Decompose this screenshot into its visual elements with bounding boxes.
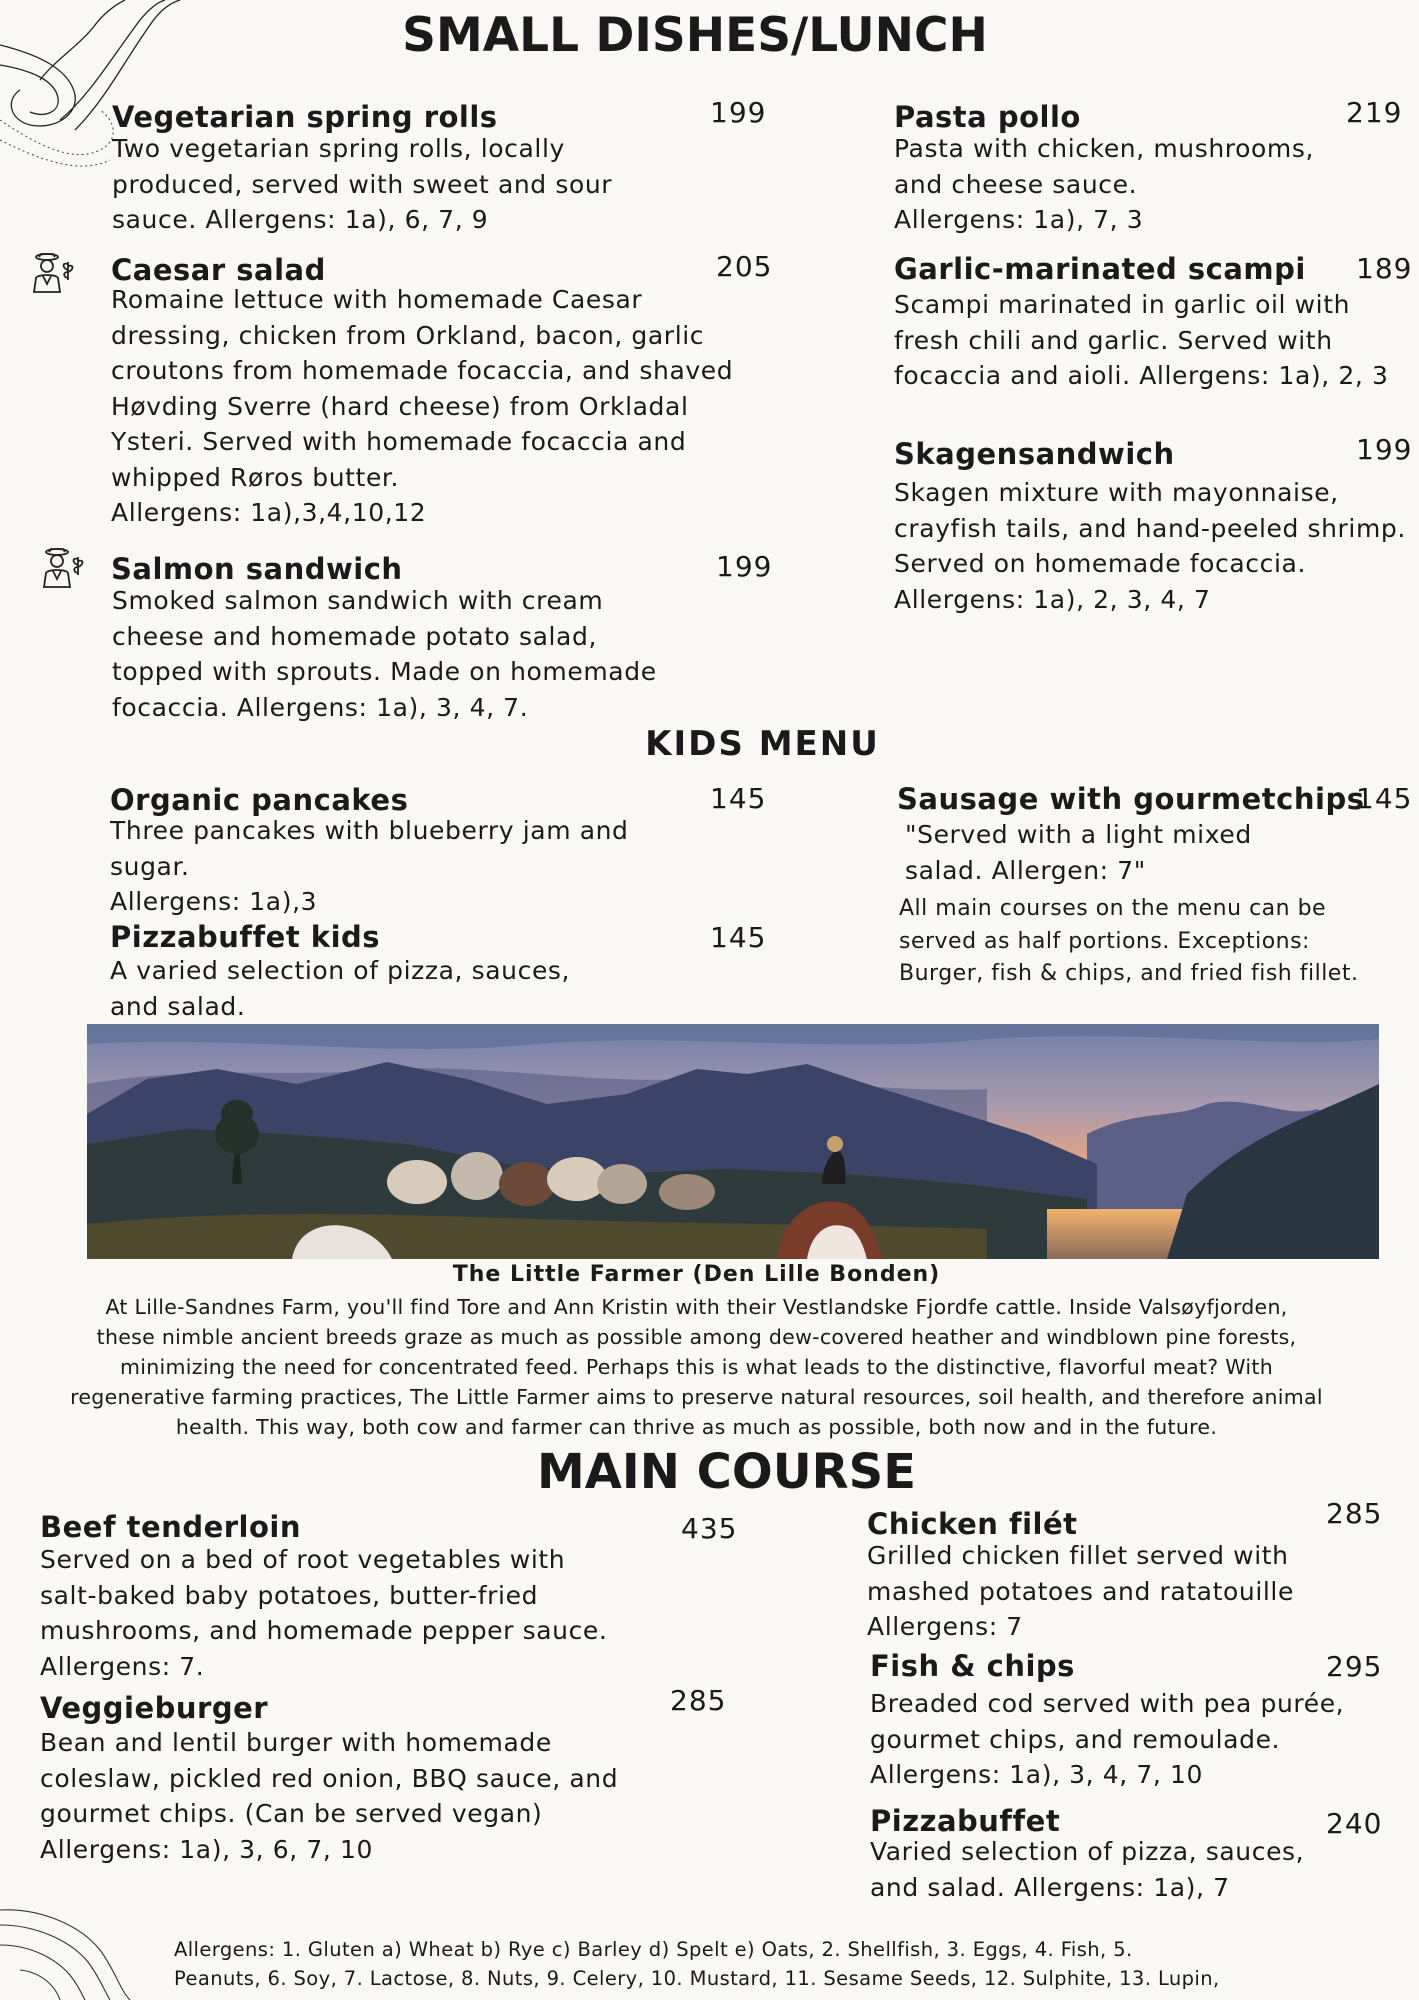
dish-price: 145	[1356, 782, 1413, 815]
dish-description: Two vegetarian spring rolls, locally produced, served with sweet and sour sauce. Allergens: 1a), 6, 7, 9	[112, 134, 613, 234]
dish-price: 145	[710, 782, 767, 815]
half-portion-note: All main courses on the menu can be served as half portions. Exceptions: Burger, fish & chips, and fried fish fillet.	[899, 896, 1359, 986]
farmer-icon	[30, 252, 80, 294]
dish-name: Sausage with gourmetchips	[897, 782, 1365, 816]
allergen-legend: Allergens: 1. Gluten a) Wheat b) Rye c) Barley d) Spelt e) Oats, 2. Shellfish, 3. Eggs, 4. Fish, 5. Peanuts, 6. Soy, 7. Lactose, 8. Nuts, 9. Celery, 10. Mustard, 11. Sesame Seeds, 12. Sulphite, 13. Lupin,	[174, 1938, 1220, 1990]
dish-price: 285	[670, 1684, 727, 1717]
farm-landscape-photo	[87, 1024, 1379, 1259]
dish-name: Beef tenderloin	[40, 1510, 302, 1544]
dish-name: Chicken filét	[867, 1507, 1078, 1541]
dish-price: 205	[716, 250, 773, 283]
topographic-decor-bottom-icon	[0, 1900, 170, 2000]
dish-description: Bean and lentil burger with homemade coleslaw, pickled red onion, BBQ sauce, and gourmet chips. (Can be served vegan) Allergens: 1a), 3, 6, 7, 10	[40, 1728, 619, 1864]
dish-description: Scampi marinated in garlic oil with fresh chili and garlic. Served with focaccia and aioli. Allergens: 1a), 2, 3	[894, 290, 1389, 390]
dish-name: Garlic-marinated scampi	[894, 252, 1306, 286]
dish-description: Breaded cod served with pea purée, gourmet chips, and remoulade. Allergens: 1a), 3, 4, 7, 10	[870, 1689, 1345, 1789]
dish-description: Varied selection of pizza, sauces, and salad. Allergens: 1a), 7	[870, 1837, 1305, 1902]
dish-name: Vegetarian spring rolls	[112, 100, 498, 134]
dish-price: 145	[710, 921, 767, 954]
section-title-main-course: MAIN COURSE	[537, 1444, 916, 1500]
dish-price: 285	[1326, 1497, 1383, 1530]
dish-price: 240	[1326, 1807, 1383, 1840]
dish-price: 199	[710, 96, 767, 129]
dish-description: Grilled chicken fillet served with mashed potatoes and ratatouille Allergens: 7	[867, 1541, 1294, 1641]
dish-price: 295	[1326, 1650, 1383, 1683]
dish-description: Pasta with chicken, mushrooms, and cheese sauce. Allergens: 1a), 7, 3	[894, 134, 1315, 234]
dish-price: 219	[1346, 96, 1403, 129]
section-title-kids-menu: KIDS MENU	[645, 724, 880, 764]
dish-name: Salmon sandwich	[111, 552, 403, 586]
story-text: At Lille-Sandnes Farm, you'll find Tore and Ann Kristin with their Vestlandske Fjordfe cattle. Inside Valsøyfjorden, these nimble ancient breeds graze as much as possible among dew-covered heather and windblown pine forests, minimizing the need for concentrated feed. Perhaps this is what leads to the distinctive, flavorful meat? With regenerative farming practices, The Little Farmer aims to preserve natural resources, soil health, and therefore animal health. This way, both cow and farmer can thrive as much as possible, both now and in the future.	[70, 1295, 1323, 1439]
farmer-icon	[40, 547, 90, 589]
dish-price: 435	[681, 1512, 738, 1545]
dish-name: Pasta pollo	[894, 100, 1081, 134]
dish-name: Organic pancakes	[110, 783, 409, 817]
dish-name: Skagensandwich	[894, 437, 1175, 471]
dish-name: Caesar salad	[111, 253, 326, 287]
dish-name: Fish & chips	[870, 1649, 1075, 1683]
dish-description: "Served with a light mixed salad. Allergen: 7"	[905, 820, 1252, 885]
story-title: The Little Farmer (Den Lille Bonden)	[452, 1262, 941, 1287]
dish-description: Smoked salmon sandwich with cream cheese and homemade potato salad, topped with sprouts. Made on homemade focaccia. Allergens: 1a), 3, 4, 7.	[112, 586, 657, 722]
dish-description: Skagen mixture with mayonnaise, crayfish tails, and hand-peeled shrimp. Served on homemade focaccia. Allergens: 1a), 2, 3, 4, 7	[894, 478, 1406, 614]
dish-description: Three pancakes with blueberry jam and sugar. Allergens: 1a),3	[110, 816, 629, 916]
dish-name: Veggieburger	[40, 1691, 269, 1725]
dish-price: 199	[716, 550, 773, 583]
dish-description: Romaine lettuce with homemade Caesar dressing, chicken from Orkland, bacon, garlic croutons from homemade focaccia, and shaved Høvding Sverre (hard cheese) from Orkladal Ysteri. Served with homemade focaccia and whipped Røros butter. Allergens: 1a),3,4,10,12	[111, 285, 734, 527]
dish-description: Served on a bed of root vegetables with salt-baked baby potatoes, butter-fried mushrooms, and homemade pepper sauce. Allergens: 7.	[40, 1545, 608, 1681]
dish-price: 189	[1356, 252, 1413, 285]
section-title-small-dishes: SMALL DISHES/LUNCH	[402, 8, 988, 63]
dish-name: Pizzabuffet	[870, 1804, 1061, 1838]
dish-price: 199	[1356, 433, 1413, 466]
dish-name: Pizzabuffet kids	[110, 920, 381, 954]
dish-description: A varied selection of pizza, sauces, and salad.	[110, 956, 571, 1021]
